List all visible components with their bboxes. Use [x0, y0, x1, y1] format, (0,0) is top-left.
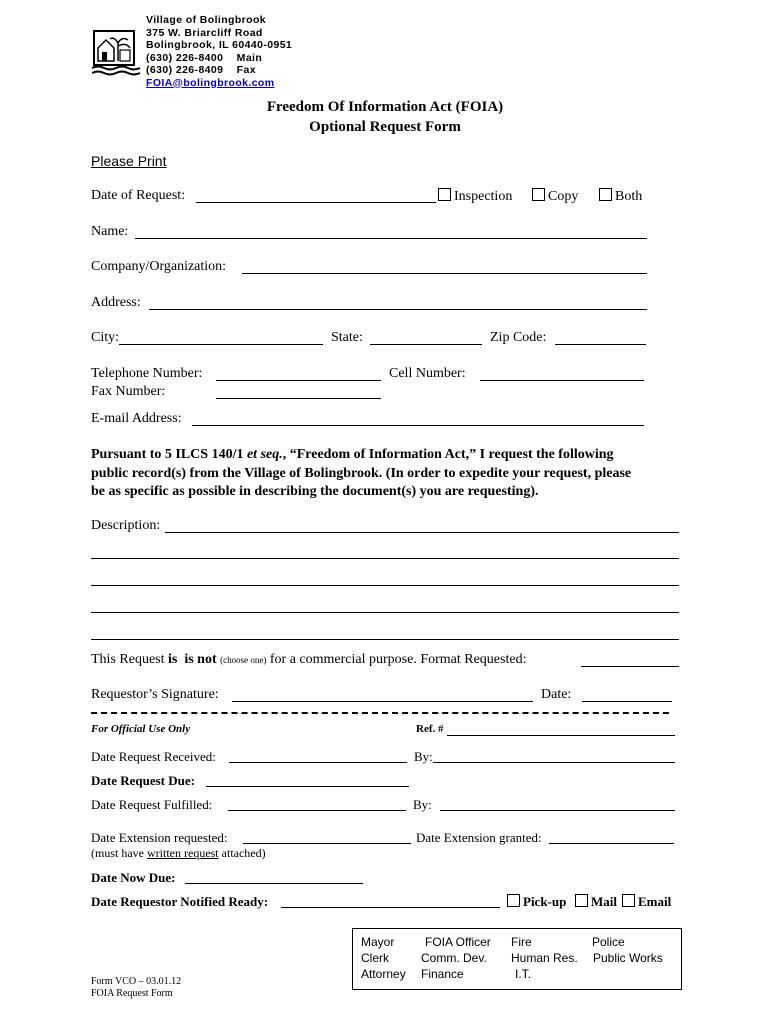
header-city: Bolingbrook, IL 60440-0951 — [146, 39, 293, 51]
description-input-line2[interactable] — [91, 558, 679, 559]
village-logo — [92, 28, 142, 83]
routing-police: Police — [592, 935, 625, 949]
description-input-line3[interactable] — [91, 585, 679, 586]
date-received-input[interactable] — [229, 762, 407, 763]
commercial-purpose-row — [91, 652, 526, 668]
copy-label: Copy — [548, 189, 579, 204]
please-print-label: Please Print — [91, 153, 167, 169]
both-option[interactable] — [599, 188, 642, 205]
must-have-note: (must have written request attached) — [91, 846, 266, 860]
pursuant-line1: Pursuant to 5 ILCS 140/1 et seq., “Freedom of Information Act,” I request the following — [91, 447, 614, 462]
date-fulfilled-label: Date Request Fulfilled: — [91, 797, 213, 812]
state-label: State: — [331, 330, 363, 345]
form-title-line2: Optional Request Form — [309, 119, 461, 135]
mail-option[interactable] — [575, 894, 617, 910]
inspection-label: Inspection — [454, 189, 513, 204]
email-option-label: Email — [638, 894, 672, 909]
both-label: Both — [615, 189, 643, 204]
state-input[interactable] — [370, 344, 482, 345]
copy-checkbox[interactable] — [532, 188, 545, 201]
routing-comm-dev: Comm. Dev. — [421, 951, 487, 965]
routing-finance: Finance — [421, 967, 464, 981]
zip-input[interactable] — [555, 344, 646, 345]
copy-option[interactable] — [532, 188, 578, 205]
cell-label: Cell Number: — [389, 366, 466, 381]
fax-label: Fax Number: — [91, 384, 166, 399]
received-by-label: By: — [414, 749, 433, 764]
date-fulfilled-input[interactable] — [228, 810, 406, 811]
date-due-label: Date Request Due: — [91, 773, 195, 788]
address-label: Address: — [91, 295, 141, 310]
routing-mayor: Mayor — [361, 935, 395, 949]
header-email-link[interactable]: FOIA@bolingbrook.com — [146, 76, 275, 89]
format-requested-input[interactable] — [581, 666, 679, 667]
ext-requested-input[interactable] — [243, 843, 411, 844]
header-org: Village of Bolingbrook — [146, 14, 267, 26]
header-street: 375 W. Briarcliff Road — [146, 26, 263, 39]
company-input[interactable] — [242, 273, 647, 274]
email-input[interactable] — [192, 425, 644, 426]
form-title-line1: Freedom Of Information Act (FOIA) — [266, 99, 504, 115]
ref-number-input[interactable] — [447, 735, 675, 736]
ext-granted-input[interactable] — [549, 843, 674, 844]
header-phone-fax: (630) 226-8409 Fax — [146, 64, 256, 76]
mail-checkbox[interactable] — [575, 894, 588, 907]
fulfilled-by-label: By: — [413, 797, 432, 812]
pursuant-paragraph — [91, 446, 631, 502]
commercial-option-is-not[interactable]: is not — [184, 652, 217, 667]
header-phone-main: (630) 226-8400 Main — [146, 51, 263, 64]
form-name: FOIA Request Form — [91, 988, 173, 999]
company-label: Company/Organization: — [91, 259, 227, 274]
routing-public-works: Public Works — [593, 951, 663, 965]
date-received-label: Date Request Received: — [91, 749, 216, 764]
routing-attorney: Attorney — [361, 967, 406, 981]
zip-label: Zip Code: — [490, 330, 547, 345]
date-of-request-label: Date of Request: — [91, 188, 186, 203]
received-by-input[interactable] — [433, 762, 675, 763]
routing-human-res: Human Res. — [511, 951, 578, 965]
signature-date-input[interactable] — [582, 701, 672, 702]
commercial-option-is[interactable]: is — [168, 652, 178, 667]
inspection-option[interactable] — [438, 188, 512, 205]
both-checkbox[interactable] — [599, 188, 612, 201]
pickup-label: Pick-up — [523, 894, 567, 909]
choose-one-hint: (choose one) — [220, 655, 267, 665]
header-address — [146, 14, 292, 89]
routing-it: I.T. — [515, 967, 532, 981]
signature-label: Requestor’s Signature: — [91, 687, 219, 702]
routing-fire: Fire — [511, 935, 532, 949]
official-use-divider — [91, 712, 669, 714]
date-of-request-input[interactable] — [196, 202, 436, 203]
name-label: Name: — [91, 224, 129, 239]
signature-date-label: Date: — [541, 687, 572, 702]
telephone-input[interactable] — [216, 380, 381, 381]
pickup-option[interactable] — [507, 894, 566, 910]
description-input-line5[interactable] — [91, 639, 679, 640]
ref-number-label: Ref. # — [416, 723, 444, 735]
city-label: City: — [91, 330, 120, 345]
inspection-checkbox[interactable] — [438, 188, 451, 201]
ext-granted-label: Date Extension granted: — [416, 830, 542, 845]
signature-input[interactable] — [232, 701, 533, 702]
pickup-checkbox[interactable] — [507, 894, 520, 907]
description-input-line1[interactable] — [165, 532, 679, 533]
date-now-due-label: Date Now Due: — [91, 870, 176, 885]
description-input-line4[interactable] — [91, 612, 679, 613]
ext-requested-label: Date Extension requested: — [91, 830, 228, 845]
cell-input[interactable] — [480, 380, 644, 381]
telephone-label: Telephone Number: — [91, 366, 203, 381]
email-checkbox[interactable] — [622, 894, 635, 907]
pursuant-line2: public record(s) from the Village of Bolingbrook. (In order to expedite your request, please — [91, 465, 632, 481]
pursuant-line3: be as specific as possible in describing the document(s) you are requesting). — [91, 484, 539, 499]
name-input[interactable] — [135, 238, 647, 239]
fax-input[interactable] — [216, 398, 381, 399]
email-option[interactable] — [622, 894, 671, 910]
description-label: Description: — [91, 518, 161, 533]
date-now-due-input[interactable] — [185, 883, 363, 884]
form-id: Form VCO – 03.01.12 — [91, 976, 182, 987]
fulfilled-by-input[interactable] — [440, 810, 675, 811]
commercial-prefix: This Request — [91, 652, 168, 667]
routing-clerk: Clerk — [361, 951, 390, 965]
routing-box — [352, 928, 682, 990]
notified-ready-input[interactable] — [281, 907, 500, 908]
notified-ready-label: Date Requestor Notified Ready: — [91, 894, 269, 909]
email-label: E-mail Address: — [91, 411, 182, 426]
city-input[interactable] — [119, 344, 323, 345]
date-due-input[interactable] — [206, 786, 409, 787]
commercial-suffix: for a commercial purpose. Format Requested: — [269, 652, 527, 667]
official-use-label: For Official Use Only — [91, 723, 191, 735]
mail-label: Mail — [591, 894, 617, 909]
address-input[interactable] — [149, 309, 647, 310]
routing-foia-officer: FOIA Officer — [425, 935, 491, 949]
